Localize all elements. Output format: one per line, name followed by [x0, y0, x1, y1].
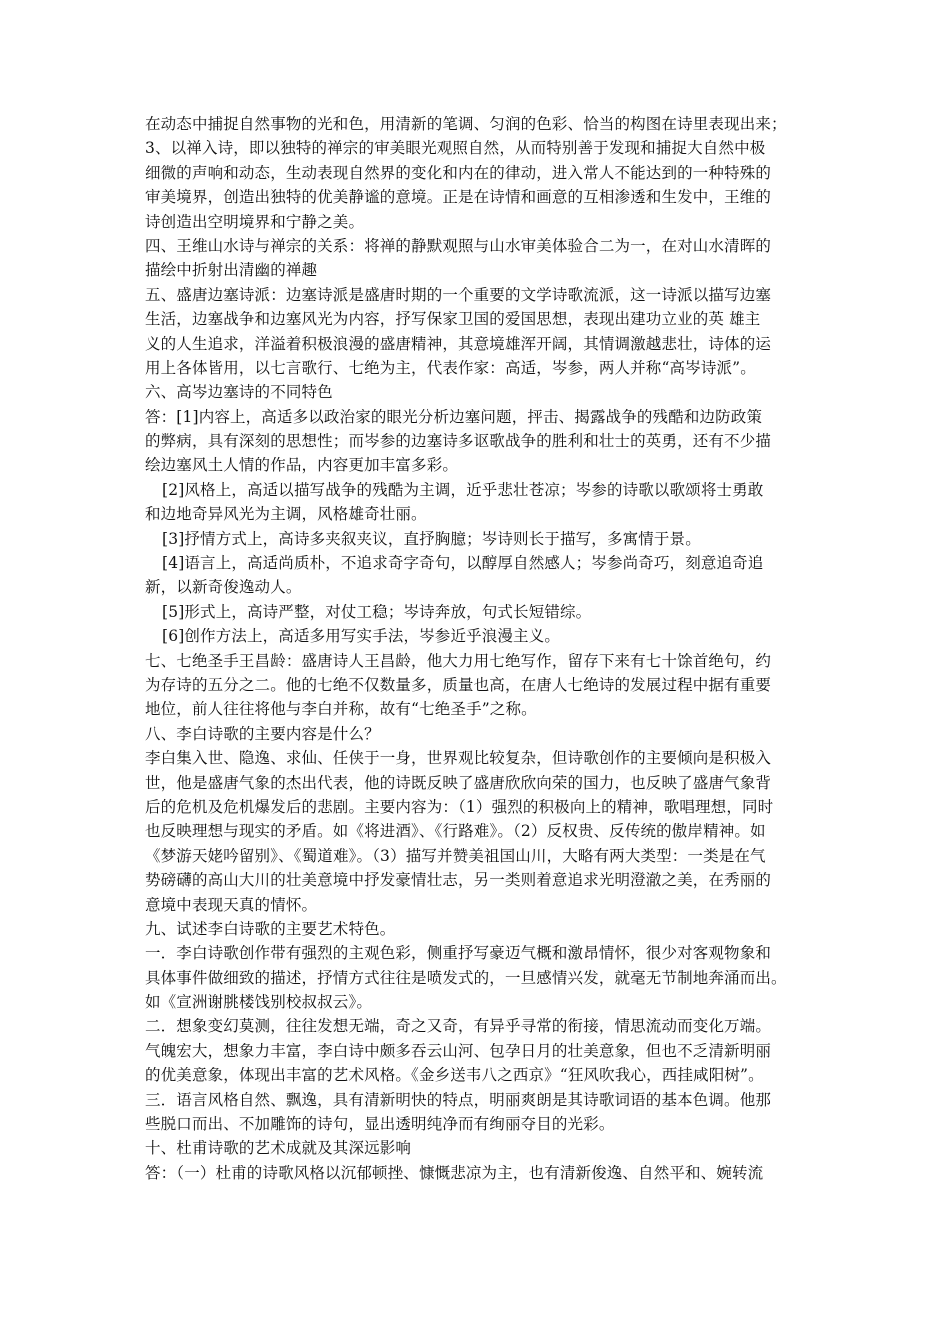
text-line: 也反映理想与现实的矛盾。如《将进酒》、《行路难》。（2）反权贵、反传统的傲岸精神。如 — [145, 822, 766, 841]
text-line: 具体事件做细致的描述，抒情方式往往是喷发式的，一旦感情兴发，就毫无节制地奔涌而出。 — [145, 968, 787, 987]
text-line: 答：[1]内容上，高适多以政治家的眼光分析边塞问题，抨击、揭露战争的残酷和边防政策 — [145, 407, 763, 426]
text-line: 新，以新奇俊逸动人。 — [145, 578, 302, 597]
text-line: 绘边塞风土人情的作品，内容更加丰富多彩。 — [145, 456, 459, 475]
text-line: 四、王维山水诗与禅宗的关系：将禅的静默观照与山水审美体验合二为一，在对山水清晖的 — [145, 236, 772, 255]
document-page — [145, 112, 810, 1185]
text-line: 描绘中折射出清幽的禅趣 — [145, 261, 318, 280]
text-line: 一．李白诗歌创作带有强烈的主观色彩，侧重抒写豪迈气概和激昂情怀，很少对客观物象和 — [145, 944, 772, 963]
text-line: 审美境界，创造出独特的优美静谧的意境。正是在诗情和画意的互相渗透和生发中，王维的 — [145, 188, 772, 207]
text-line: 在动态中捕捉自然事物的光和色，用清新的笔调、匀润的色彩、恰当的构图在诗里表现出来； — [145, 115, 787, 133]
text-line: 如《宣洲谢朓楼饯别校叔叔云》。 — [145, 993, 373, 1012]
text-line: 九、试述李白诗歌的主要艺术特色。 — [145, 919, 396, 938]
text-line: [3]抒情方式上，高诗多夹叙夹议，直抒胸臆；岑诗则长于描写，多寓情于景。 — [162, 529, 701, 548]
text-line: 李白集入世、隐逸、求仙、任侠于一身，世界观比较复杂，但诗歌创作的主要倾向是积极入 — [145, 749, 772, 768]
text-line: 二．想象变幻莫测，往往发想无端，奇之又奇，有异乎寻常的衔接，情思流动而变化万端。 — [145, 1017, 772, 1036]
text-line: [5]形式上，高诗严整，对仗工稳；岑诗奔放，句式长短错综。 — [162, 602, 592, 621]
text-line: 诗创造出空明境界和宁静之美。 — [145, 212, 365, 231]
text-line: 义的人生追求，洋溢着积极浪漫的盛唐精神，其意境雄浑开阔，其情调激越悲壮，诗体的运 — [145, 334, 772, 353]
text-line: 《梦游天姥吟留别》、《蜀道难》。（3）描写并赞美祖国山川，大略有两大类型：一类是在气 — [145, 846, 766, 865]
text-line: 后的危机及危机爆发后的悲剧。主要内容为：（1）强烈的积极向上的精神，歌唱理想，同时 — [145, 797, 774, 816]
text-line: 细微的声响和动态，生动表现自然界的变化和内在的律动，进入常人不能达到的一种特殊的 — [145, 163, 772, 182]
text-line: 些脱口而出、不加雕饰的诗句，显出透明纯净而有绚丽夺目的光彩。 — [145, 1115, 615, 1134]
text-line: 地位，前人往往将他与李白并称，故有“七绝圣手”之称。 — [145, 700, 537, 719]
text-line: [2]风格上，高适以描写战争的残酷为主调，近乎悲壮苍凉；岑参的诗歌以歌颂将士勇敢 — [162, 480, 764, 499]
text-line: [4]语言上，高适尚质朴，不追求奇字奇句，以醇厚自然感人；岑参尚奇巧，刻意追奇追 — [162, 554, 764, 573]
text-line: 七、七绝圣手王昌龄：盛唐诗人王昌龄，他大力用七绝写作，留存下来有七十馀首绝句，约 — [145, 651, 772, 670]
text-line: 答：（一）杜甫的诗歌风格以沉郁顿挫、慷慨悲凉为主，也有清新俊逸、自然平和、婉转流 — [145, 1163, 764, 1182]
text-line: 八、李白诗歌的主要内容是什么？ — [145, 724, 380, 743]
text-line: 三．语言风格自然、飘逸，具有清新明快的特点，明丽爽朗是其诗歌词语的基本色调。他那 — [145, 1090, 772, 1109]
text-line: 的优美意象，体现出丰富的艺术风格。《金乡送韦八之西京》“狂风吹我心，西挂咸阳树”。 — [145, 1066, 764, 1085]
text-line: 为存诗的五分之二。他的七绝不仅数量多，质量也高，在唐人七绝诗的发展过程中据有重要 — [145, 675, 772, 694]
text-line: 六、高岑边塞诗的不同特色 — [145, 383, 333, 402]
text-line: 生活，边塞战争和边塞风光为内容，抒写保家卫国的爱国思想，表现出建功立业的英 雄主 — [145, 310, 761, 329]
text-line: 世，他是盛唐气象的杰出代表，他的诗既反映了盛唐欣欣向荣的国力，也反映了盛唐气象背 — [145, 773, 772, 792]
text-line: 气魄宏大，想象力丰富，李白诗中颇多吞云山河、包孕日月的壮美意象，但也不乏清新明丽 — [145, 1041, 772, 1060]
text-line: [6]创作方法上，高适多用写实手法，岑参近乎浪漫主义。 — [162, 627, 561, 646]
text-line: 和边地奇异风光为主调，风格雄奇壮丽。 — [145, 505, 427, 524]
text-line: 3、以禅入诗，即以独特的禅宗的审美眼光观照自然，从而特别善于发现和捕捉大自然中极 — [145, 139, 766, 158]
text-line: 势磅礴的高山大川的壮美意境中抒发豪情壮志，另一类则着意追求光明澄澈之美，在秀丽的 — [145, 871, 772, 890]
text-line: 意境中表现天真的情怀。 — [145, 895, 318, 914]
text-line: 十、杜甫诗歌的艺术成就及其深远影响 — [145, 1139, 412, 1158]
text-line: 的弊病，具有深刻的思想性；而岑参的边塞诗多讴歌战争的胜利和壮士的英勇，还有不少描 — [145, 432, 772, 451]
text-line: 用上各体皆用，以七言歌行、七绝为主，代表作家：高适，岑参，两人并称“高岑诗派”。 — [145, 358, 756, 377]
text-line: 五、盛唐边塞诗派：边塞诗派是盛唐时期的一个重要的文学诗歌流派，这一诗派以描写边塞 — [145, 285, 772, 304]
